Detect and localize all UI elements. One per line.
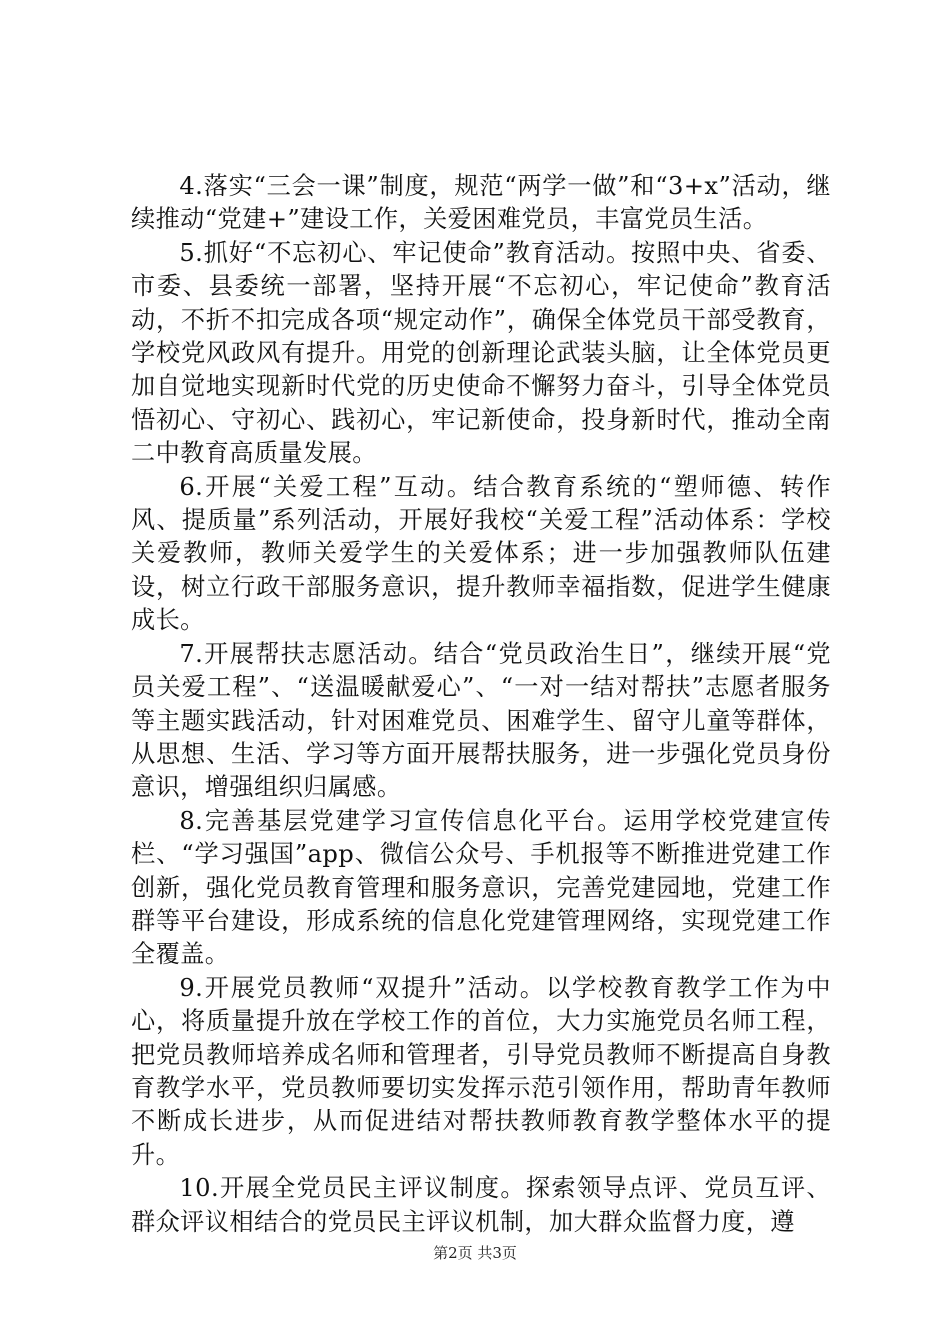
paragraph-item-7: 7.开展帮扶志愿活动。结合“党员政治生日”，继续开展“党员关爱工程”、“送温暖献爱心”、“一对一结对帮扶”志愿者服务等主题实践活动，针对困难党员、困难学生、留守儿童等群体，从思想、生活、学习等方面开展帮扶服务，进一步强化党员身份意识，增强组织归属感。 bbox=[131, 639, 831, 802]
paragraph-item-5: 5.抓好“不忘初心、牢记使命”教育活动。按照中央、省委、市委、县委统一部署，坚持开展“不忘初心，牢记使命”教育活动，不折不扣完成各项“规定动作”，确保全体党员干部受教育，学校党风政风有提升。用党的创新理论武装头脑，让全体党员更加自觉地实现新时代党的历史使命不懈努力奋斗，引导全体党员悟初心、守初心、践初心，牢记新使命，投身新时代，推动全南二中教育高质量发展。 bbox=[131, 238, 831, 468]
page-footer bbox=[0, 1243, 950, 1263]
document-body bbox=[131, 170, 831, 1239]
paragraph-item-8: 8.完善基层党建学习宣传信息化平台。运用学校党建宣传栏、“学习强国”app、微信公众号、手机报等不断推进党建工作创新，强化党员教育管理和服务意识，完善党建园地，党建工作群等平台建设，形成系统的信息化党建管理网络，实现党建工作全覆盖。 bbox=[131, 806, 831, 969]
paragraph-item-6: 6.开展“关爱工程”互动。结合教育系统的“塑师德、转作风、提质量”系列活动，开展好我校“关爱工程”活动体系：学校关爱教师，教师关爱学生的关爱体系；进一步加强教师队伍建设，树立行政干部服务意识，提升教师幸福指数，促进学生健康成长。 bbox=[131, 472, 831, 635]
paragraph-item-10: 10.开展全党员民主评议制度。探索领导点评、党员互评、群众评议相结合的党员民主评议机制，加大群众监督力度，遵 bbox=[131, 1174, 831, 1236]
page-number-label: 第2页 共3页 bbox=[433, 1244, 517, 1262]
paragraph-item-4: 4.落实“三会一课”制度，规范“两学一做”和“3+x”活动，继续推动“党建+”建设工作，关爱困难党员，丰富党员生活。 bbox=[131, 172, 831, 234]
paragraph-item-9: 9.开展党员教师“双提升”活动。以学校教育教学工作为中心，将质量提升放在学校工作的首位，大力实施党员名师工程，把党员教师培养成名师和管理者，引导党员教师不断提高自身教育教学水平，党员教师要切实发挥示范引领作用，帮助青年教师不断成长进步，从而促进结对帮扶教师教育教学整体水平的提升。 bbox=[131, 973, 831, 1169]
